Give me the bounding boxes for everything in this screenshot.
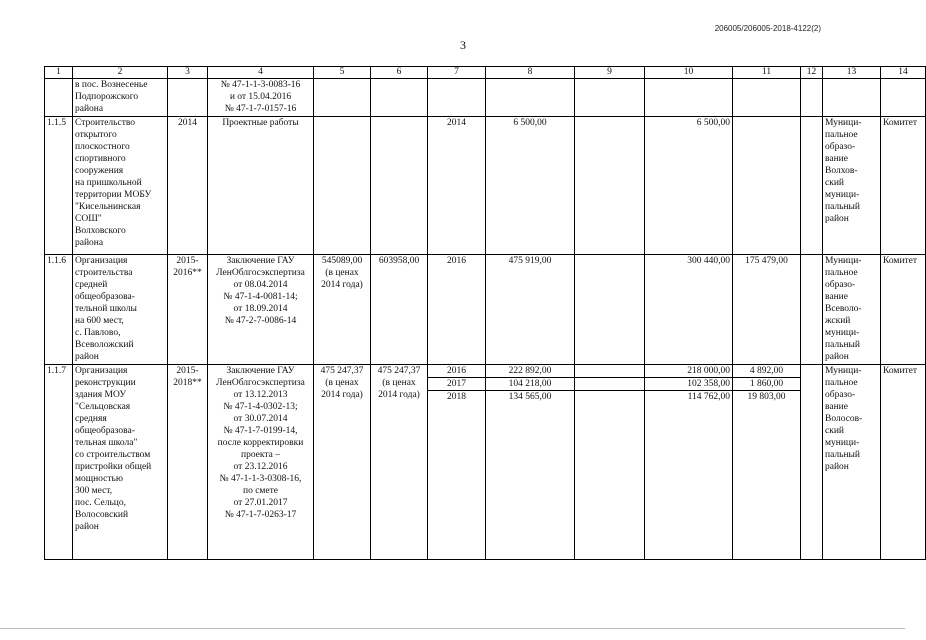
page-number: 3 (460, 38, 466, 52)
column-header: 4 (208, 67, 314, 79)
column-header: 5 (314, 67, 371, 79)
col10-amount: 218 000,00 (645, 365, 732, 378)
col9-amount (575, 365, 644, 378)
period: 2015- 2016** (168, 255, 208, 365)
row-number: 1.1.5 (45, 117, 73, 255)
expertise-text: № 47-1-1-3-0083-16 и от 15.04.2016 № 47-1-7-0157-16 (208, 79, 314, 117)
municipality: Муници- пальное образо- вание Всеволо- жский муници- пальный район (823, 255, 881, 365)
year-cell: 2017 (428, 378, 485, 391)
col11-amount: 19 803,00 (747, 392, 786, 402)
col10-amount: 6 500,00 (645, 117, 733, 255)
total-amount: 6 500,00 (486, 117, 575, 255)
column-header: 8 (486, 67, 575, 79)
object-name: Организация реконструкции здания МОУ "Сельцовская средняя общеобразова- тельная школа" со строительством пристройки общей мощностью 300 мест, пос. Сельцо, Волосовский район (73, 365, 168, 560)
column-header: 13 (823, 67, 881, 79)
object-name: в пос. Вознесенье Подпорожского района (73, 79, 168, 117)
total-amount: 222 892,00 (486, 365, 574, 378)
table-row (45, 117, 926, 255)
column-header: 1 (45, 67, 73, 79)
col11-stack (733, 365, 801, 560)
col11-amount: 1 860,00 (733, 378, 800, 391)
table-row (45, 365, 926, 560)
column-header: 11 (733, 67, 801, 79)
cost-current: 603958,00 (371, 255, 428, 365)
col11-amount: 4 892,00 (733, 365, 800, 378)
col9-amount (575, 117, 645, 255)
cost-estimate: 475 247,37 (в ценах 2014 года) (314, 365, 371, 560)
col12-cell (801, 117, 823, 255)
total-stack (486, 365, 575, 560)
cost-estimate: 545089,00 (в ценах 2014 года) (314, 255, 371, 365)
year-cell: 2016 (428, 365, 485, 378)
column-header: 14 (881, 67, 926, 79)
col10-stack (645, 365, 733, 560)
total-amount: 104 218,00 (486, 378, 574, 391)
total-amount: 475 919,00 (486, 255, 575, 365)
cost-current: 475 247,37 (в ценах 2014 года) (371, 365, 428, 560)
col11-amount: 175 479,00 (733, 255, 801, 365)
document-id: 206005/206005-2018-4122(2) (714, 24, 821, 33)
col10-amount: 102 358,00 (645, 378, 732, 391)
row-number: 1.1.7 (45, 365, 73, 560)
column-header: 12 (801, 67, 823, 79)
program-table (44, 66, 926, 560)
scan-edge-line (0, 628, 905, 629)
header-row (45, 67, 926, 79)
expertise-text: Заключение ГАУ ЛенОблгосэкспертиза от 08.04.2014 № 47-1-4-0081-14; от 18.09.2014 № 47-2-7-0086-14 (208, 255, 314, 365)
responsible-body: Комитет (881, 365, 926, 560)
col12-cell (801, 365, 823, 560)
object-name: Организация строительства средней общеобразова- тельной школы на 600 мест, с. Павлово, Всеволожский район (73, 255, 168, 365)
year-stack (428, 365, 486, 560)
column-header: 6 (371, 67, 428, 79)
municipality: Муници- пальное образо- вание Волхов- ский муници- пальный район (823, 117, 881, 255)
responsible-body: Комитет (881, 255, 926, 365)
col10-amount: 300 440,00 (645, 255, 733, 365)
period: 2015- 2018** (168, 365, 208, 560)
col9-amount (575, 378, 644, 391)
expertise-text: Заключение ГАУ ЛенОблгосэкспертиза от 13.12.2013 № 47-1-4-0302-13; от 30.07.2014 № 47-1-7-0199-14, после корректировки проекта – от 23.12.2016 № 47-1-1-3-0308-16, по смете от 27.01.2017 № 47-1-7-0263-17 (208, 365, 314, 560)
cost-estimate (314, 117, 371, 255)
expertise-text: Проектные работы (208, 117, 314, 255)
col9-amount (577, 391, 642, 403)
column-header: 9 (575, 67, 645, 79)
cost-current (371, 117, 428, 255)
table-row-continued (45, 79, 926, 117)
year-cell: 2014 (428, 117, 486, 255)
total-amount: 134 565,00 (508, 392, 552, 402)
period: 2014 (168, 117, 208, 255)
table-row (45, 255, 926, 365)
column-header: 2 (73, 67, 168, 79)
col9-amount (575, 255, 645, 365)
object-name: Строительство открытого плоскостного спортивного сооружения на пришкольной территории МОБУ "Кисельнинская СОШ" Волховского района (73, 117, 168, 255)
row-number: 1.1.6 (45, 255, 73, 365)
year-cell: 2018 (447, 392, 466, 402)
municipality: Муници- пальное образо- вание Волосов- ский муници- пальный район (823, 365, 881, 560)
col9-stack (575, 365, 645, 560)
column-header: 7 (428, 67, 486, 79)
column-header: 3 (168, 67, 208, 79)
col11-amount (733, 117, 801, 255)
col10-amount: 114 762,00 (687, 392, 730, 402)
column-header: 10 (645, 67, 733, 79)
col12-cell (801, 255, 823, 365)
responsible-body: Комитет (881, 117, 926, 255)
year-cell: 2016 (428, 255, 486, 365)
